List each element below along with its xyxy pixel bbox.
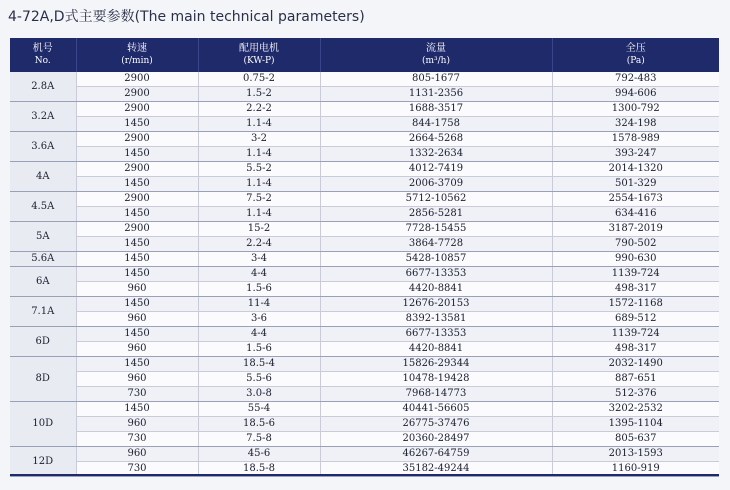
table-row — [10, 447, 719, 462]
flow-cell: 1332-2634 — [320, 147, 552, 162]
speed-cell: 1450 — [76, 117, 198, 132]
speed-cell: 960 — [76, 282, 198, 297]
table-row — [10, 357, 719, 372]
pressure-cell: 2014-1320 — [552, 162, 719, 177]
pressure-cell: 1139-724 — [552, 267, 719, 282]
speed-cell: 1450 — [76, 207, 198, 222]
table-body — [10, 72, 719, 477]
pressure-cell: 887-651 — [552, 372, 719, 387]
flow-cell: 8392-13581 — [320, 312, 552, 327]
flow-cell: 4420-8841 — [320, 282, 552, 297]
table-row — [10, 72, 719, 87]
speed-cell: 1450 — [76, 237, 198, 252]
flow-cell: 2006-3709 — [320, 177, 552, 192]
table-row — [10, 372, 719, 387]
pressure-cell: 1300-792 — [552, 102, 719, 117]
pressure-cell: 1578-989 — [552, 132, 719, 147]
pressure-cell: 994-606 — [552, 87, 719, 102]
pressure-cell: 2554-1673 — [552, 192, 719, 207]
motor-cell: 3-6 — [198, 312, 320, 327]
pressure-cell: 3187-2019 — [552, 222, 719, 237]
model-cell: 6D — [10, 327, 76, 357]
model-cell: 3.2A — [10, 102, 76, 132]
motor-cell: 1.5-2 — [198, 87, 320, 102]
table-row — [10, 297, 719, 312]
pressure-cell: 1572-1168 — [552, 297, 719, 312]
flow-cell: 1131-2356 — [320, 87, 552, 102]
table-row — [10, 162, 719, 177]
motor-cell: 1.5-6 — [198, 282, 320, 297]
table-row — [10, 417, 719, 432]
speed-cell: 1450 — [76, 297, 198, 312]
speed-cell: 960 — [76, 417, 198, 432]
motor-cell: 45-6 — [198, 447, 320, 462]
speed-cell: 2900 — [76, 132, 198, 147]
table-row — [10, 342, 719, 357]
flow-cell: 7728-15455 — [320, 222, 552, 237]
pressure-cell: 324-198 — [552, 117, 719, 132]
model-cell: 12D — [10, 447, 76, 477]
model-cell: 3.6A — [10, 132, 76, 162]
motor-cell: 3.0-8 — [198, 387, 320, 402]
speed-cell: 1450 — [76, 147, 198, 162]
flow-cell: 4420-8841 — [320, 342, 552, 357]
page-title: 4-72A,D式主要参数(The main technical parameters) — [8, 9, 365, 25]
model-cell: 4A — [10, 162, 76, 192]
motor-cell: 1.1-4 — [198, 147, 320, 162]
header-flow: 流量 (m³/h) — [320, 38, 552, 72]
pressure-cell: 512-376 — [552, 387, 719, 402]
speed-cell: 1450 — [76, 402, 198, 417]
parameters-table — [10, 38, 719, 477]
model-cell: 10D — [10, 402, 76, 447]
table-row — [10, 207, 719, 222]
speed-cell: 730 — [76, 432, 198, 447]
pressure-cell: 790-502 — [552, 237, 719, 252]
flow-cell: 5712-10562 — [320, 192, 552, 207]
table-row — [10, 432, 719, 447]
motor-cell: 1.1-4 — [198, 207, 320, 222]
pressure-cell: 501-329 — [552, 177, 719, 192]
pressure-cell: 1395-1104 — [552, 417, 719, 432]
flow-cell: 26775-37476 — [320, 417, 552, 432]
motor-cell: 11-4 — [198, 297, 320, 312]
pressure-cell: 498-317 — [552, 282, 719, 297]
table-row — [10, 252, 719, 267]
table-row — [10, 177, 719, 192]
speed-cell: 1450 — [76, 327, 198, 342]
flow-cell: 2664-5268 — [320, 132, 552, 147]
model-cell: 4.5A — [10, 192, 76, 222]
header-pressure: 全压 (Pa) — [552, 38, 719, 72]
model-cell: 8D — [10, 357, 76, 402]
flow-cell: 40441-56605 — [320, 402, 552, 417]
table-row — [10, 237, 719, 252]
flow-cell: 10478-19428 — [320, 372, 552, 387]
speed-cell: 730 — [76, 462, 198, 477]
pressure-cell: 792-483 — [552, 72, 719, 87]
motor-cell: 3-4 — [198, 252, 320, 267]
motor-cell: 2.2-4 — [198, 237, 320, 252]
pressure-cell: 3202-2532 — [552, 402, 719, 417]
speed-cell: 1450 — [76, 267, 198, 282]
table-row — [10, 192, 719, 207]
model-cell: 6A — [10, 267, 76, 297]
header-motor: 配用电机 (KW-P) — [198, 38, 320, 72]
table-row — [10, 87, 719, 102]
pressure-cell: 805-637 — [552, 432, 719, 447]
motor-cell: 5.5-6 — [198, 372, 320, 387]
model-cell: 5.6A — [10, 252, 76, 267]
flow-cell: 1688-3517 — [320, 102, 552, 117]
flow-cell: 15826-29344 — [320, 357, 552, 372]
model-cell: 7.1A — [10, 297, 76, 327]
table-header-row — [10, 38, 719, 72]
motor-cell: 18.5-6 — [198, 417, 320, 432]
table-row — [10, 117, 719, 132]
motor-cell: 55-4 — [198, 402, 320, 417]
flow-cell: 4012-7419 — [320, 162, 552, 177]
header-model-no: 机号 No. — [10, 38, 76, 72]
flow-cell: 35182-49244 — [320, 462, 552, 477]
speed-cell: 1450 — [76, 357, 198, 372]
speed-cell: 960 — [76, 447, 198, 462]
flow-cell: 20360-28497 — [320, 432, 552, 447]
motor-cell: 4-4 — [198, 327, 320, 342]
flow-cell: 3864-7728 — [320, 237, 552, 252]
motor-cell: 0.75-2 — [198, 72, 320, 87]
flow-cell: 6677-13353 — [320, 267, 552, 282]
motor-cell: 18.5-4 — [198, 357, 320, 372]
flow-cell: 6677-13353 — [320, 327, 552, 342]
table-row — [10, 132, 719, 147]
speed-cell: 2900 — [76, 72, 198, 87]
table-row — [10, 402, 719, 417]
pressure-cell: 990-630 — [552, 252, 719, 267]
speed-cell: 1450 — [76, 252, 198, 267]
speed-cell: 960 — [76, 312, 198, 327]
table-row — [10, 222, 719, 237]
pressure-cell: 634-416 — [552, 207, 719, 222]
pressure-cell: 498-317 — [552, 342, 719, 357]
model-cell: 2.8A — [10, 72, 76, 102]
flow-cell: 12676-20153 — [320, 297, 552, 312]
table-row — [10, 312, 719, 327]
speed-cell: 2900 — [76, 222, 198, 237]
speed-cell: 960 — [76, 372, 198, 387]
speed-cell: 730 — [76, 387, 198, 402]
speed-cell: 2900 — [76, 192, 198, 207]
speed-cell: 1450 — [76, 177, 198, 192]
header-speed: 转速 (r/min) — [76, 38, 198, 72]
motor-cell: 18.5-8 — [198, 462, 320, 477]
model-cell: 5A — [10, 222, 76, 252]
motor-cell: 1.1-4 — [198, 117, 320, 132]
flow-cell: 844-1758 — [320, 117, 552, 132]
flow-cell: 2856-5281 — [320, 207, 552, 222]
flow-cell: 7968-14773 — [320, 387, 552, 402]
motor-cell: 1.1-4 — [198, 177, 320, 192]
speed-cell: 2900 — [76, 162, 198, 177]
flow-cell: 805-1677 — [320, 72, 552, 87]
bottom-rule — [10, 474, 719, 476]
table-row — [10, 267, 719, 282]
pressure-cell: 2013-1593 — [552, 447, 719, 462]
motor-cell: 5.5-2 — [198, 162, 320, 177]
motor-cell: 7.5-8 — [198, 432, 320, 447]
motor-cell: 2.2-2 — [198, 102, 320, 117]
speed-cell: 2900 — [76, 87, 198, 102]
motor-cell: 7.5-2 — [198, 192, 320, 207]
motor-cell: 3-2 — [198, 132, 320, 147]
flow-cell: 5428-10857 — [320, 252, 552, 267]
speed-cell: 960 — [76, 342, 198, 357]
table-row — [10, 327, 719, 342]
speed-cell: 2900 — [76, 102, 198, 117]
motor-cell: 4-4 — [198, 267, 320, 282]
pressure-cell: 2032-1490 — [552, 357, 719, 372]
table-row — [10, 147, 719, 162]
pressure-cell: 1139-724 — [552, 327, 719, 342]
table-row — [10, 102, 719, 117]
pressure-cell: 393-247 — [552, 147, 719, 162]
flow-cell: 46267-64759 — [320, 447, 552, 462]
table-row — [10, 387, 719, 402]
motor-cell: 1.5-6 — [198, 342, 320, 357]
pressure-cell: 1160-919 — [552, 462, 719, 477]
table-row — [10, 282, 719, 297]
motor-cell: 15-2 — [198, 222, 320, 237]
pressure-cell: 689-512 — [552, 312, 719, 327]
